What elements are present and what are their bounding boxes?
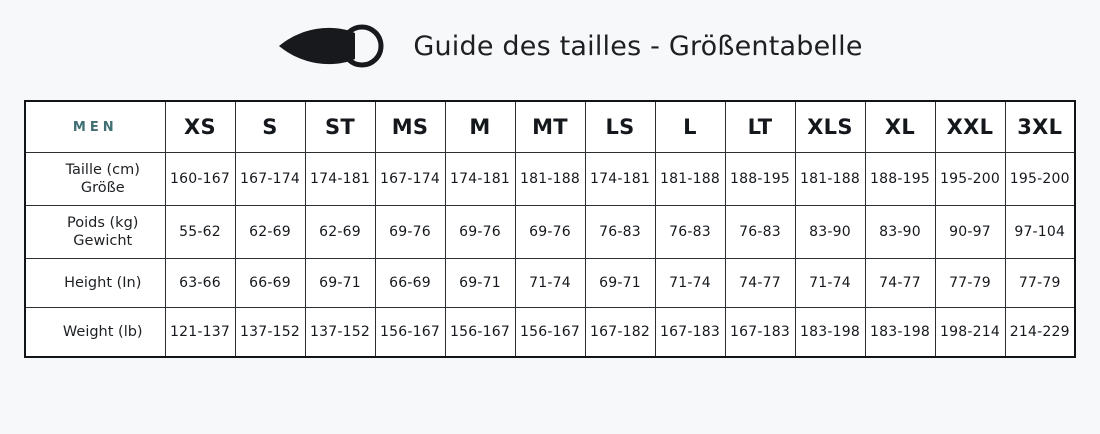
row-label-height-cm [25,153,165,206]
cell-height-in-xls: 71-74 [795,259,865,308]
cell-weight-lb-ms: 156-167 [375,308,445,357]
column-header-xls: XLS [795,101,865,153]
cell-weight-lb-ls: 167-182 [585,308,655,357]
column-header-mt: MT [515,101,585,153]
cell-weight-kg-3xl: 97-104 [1005,206,1075,259]
cell-weight-kg-xs: 55-62 [165,206,235,259]
column-header-ls: LS [585,101,655,153]
cell-weight-lb-xs: 121-137 [165,308,235,357]
cell-height-in-ms: 66-69 [375,259,445,308]
cell-weight-lb-s: 137-152 [235,308,305,357]
cell-weight-lb-xxl: 198-214 [935,308,1005,357]
size-table-container [24,100,1076,358]
column-header-l: L [655,101,725,153]
eye-logo-icon [277,23,387,69]
cell-weight-kg-m: 69-76 [445,206,515,259]
table-row-weight-kg [25,206,1075,259]
cell-height-in-mt: 71-74 [515,259,585,308]
cell-weight-kg-xxl: 90-97 [935,206,1005,259]
table-row-height-in [25,259,1075,308]
row-label-weight-kg [25,206,165,259]
cell-weight-lb-3xl: 214-229 [1005,308,1075,357]
cell-height-in-xxl: 77-79 [935,259,1005,308]
row-label-line1: Taille (cm) [65,161,140,178]
cell-height-cm-mt: 181-188 [515,153,585,206]
cell-weight-lb-m: 156-167 [445,308,515,357]
row-label-weight-lb [25,308,165,357]
cell-height-cm-l: 181-188 [655,153,725,206]
row-label-line1: Height (In) [64,274,142,291]
cell-weight-kg-ms: 69-76 [375,206,445,259]
cell-weight-lb-xls: 183-198 [795,308,865,357]
cell-height-in-ls: 69-71 [585,259,655,308]
cell-height-in-3xl: 77-79 [1005,259,1075,308]
cell-height-in-lt: 74-77 [725,259,795,308]
cell-height-cm-lt: 188-195 [725,153,795,206]
cell-height-in-m: 69-71 [445,259,515,308]
page-header [0,0,1100,92]
column-header-s: S [235,101,305,153]
cell-weight-lb-mt: 156-167 [515,308,585,357]
cell-weight-kg-ls: 76-83 [585,206,655,259]
cell-weight-kg-st: 62-69 [305,206,375,259]
cell-height-cm-xls: 181-188 [795,153,865,206]
table-row-weight-lb [25,308,1075,357]
cell-weight-lb-l: 167-183 [655,308,725,357]
cell-height-cm-xxl: 195-200 [935,153,1005,206]
table-corner-label: MEN [25,101,165,153]
table-head [25,101,1075,153]
row-label-height-in [25,259,165,308]
column-header-st: ST [305,101,375,153]
cell-weight-kg-l: 76-83 [655,206,725,259]
cell-height-in-xl: 74-77 [865,259,935,308]
column-header-xs: XS [165,101,235,153]
row-label-line2: Größe [80,180,125,196]
cell-height-cm-xs: 160-167 [165,153,235,206]
table-body [25,153,1075,357]
cell-height-cm-st: 174-181 [305,153,375,206]
cell-height-cm-3xl: 195-200 [1005,153,1075,206]
cell-height-in-l: 71-74 [655,259,725,308]
row-label-line1: Weight (lb) [62,323,143,340]
cell-height-in-s: 66-69 [235,259,305,308]
table-row-height-cm [25,153,1075,206]
table-header-row [25,101,1075,153]
cell-weight-kg-xl: 83-90 [865,206,935,259]
cell-weight-kg-mt: 69-76 [515,206,585,259]
cell-height-cm-xl: 188-195 [865,153,935,206]
column-header-m: M [445,101,515,153]
row-label-line2: Gewicht [73,233,133,249]
column-header-xl: XL [865,101,935,153]
page-title: Guide des tailles - Größentabelle [413,30,863,62]
cell-weight-lb-xl: 183-198 [865,308,935,357]
cell-height-cm-ms: 167-174 [375,153,445,206]
column-header-ms: MS [375,101,445,153]
cell-height-cm-ls: 174-181 [585,153,655,206]
column-header-lt: LT [725,101,795,153]
cell-weight-lb-lt: 167-183 [725,308,795,357]
cell-weight-kg-s: 62-69 [235,206,305,259]
cell-height-in-st: 69-71 [305,259,375,308]
size-table [24,100,1076,358]
cell-weight-kg-lt: 76-83 [725,206,795,259]
cell-weight-lb-st: 137-152 [305,308,375,357]
cell-height-cm-s: 167-174 [235,153,305,206]
column-header-3xl: 3XL [1005,101,1075,153]
cell-height-cm-m: 174-181 [445,153,515,206]
cell-weight-kg-xls: 83-90 [795,206,865,259]
row-label-line1: Poids (kg) [67,214,139,231]
cell-height-in-xs: 63-66 [165,259,235,308]
column-header-xxl: XXL [935,101,1005,153]
